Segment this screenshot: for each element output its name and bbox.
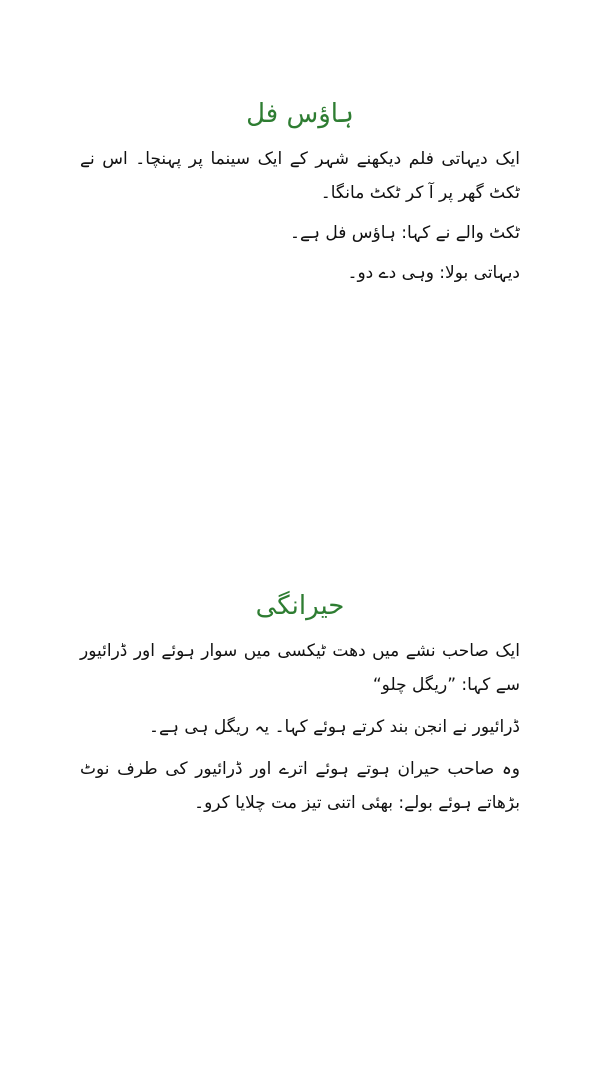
story-paragraph: ڈرائیور نے انجن بند کرتے ہوئے کہا۔ یہ ریگل ہی ہے۔ [149, 717, 520, 737]
story-title: ہاؤس فل [246, 99, 354, 129]
story-title: حیرانگی [255, 591, 345, 621]
story-paragraph: ٹکٹ والے نے کہا: ہاؤس فل ہے۔ [290, 223, 520, 243]
story-paragraph: دیہاتی بولا: وہی دے دو۔ [347, 263, 520, 283]
story-paragraph: ایک دیہاتی فلم دیکھنے شہر کے ایک سینما پر پہنچا۔ اس نے ٹکٹ گھر پر آ کر ٹکٹ مانگا۔ [80, 149, 520, 203]
story-paragraph: ایک صاحب نشے میں دھت ٹیکسی میں سوار ہوئے اور ڈرائیور سے کہا: ”ریگل چلو“ [80, 641, 520, 695]
story-surprise [80, 584, 520, 828]
story-house-full [80, 92, 520, 296]
story-paragraph: وہ صاحب حیران ہوتے ہوئے اترے اور ڈرائیور کی طرف نوٹ بڑھاتے ہوئے بولے: بھئی اتنی تیز مت چلایا کرو۔ [80, 759, 520, 813]
